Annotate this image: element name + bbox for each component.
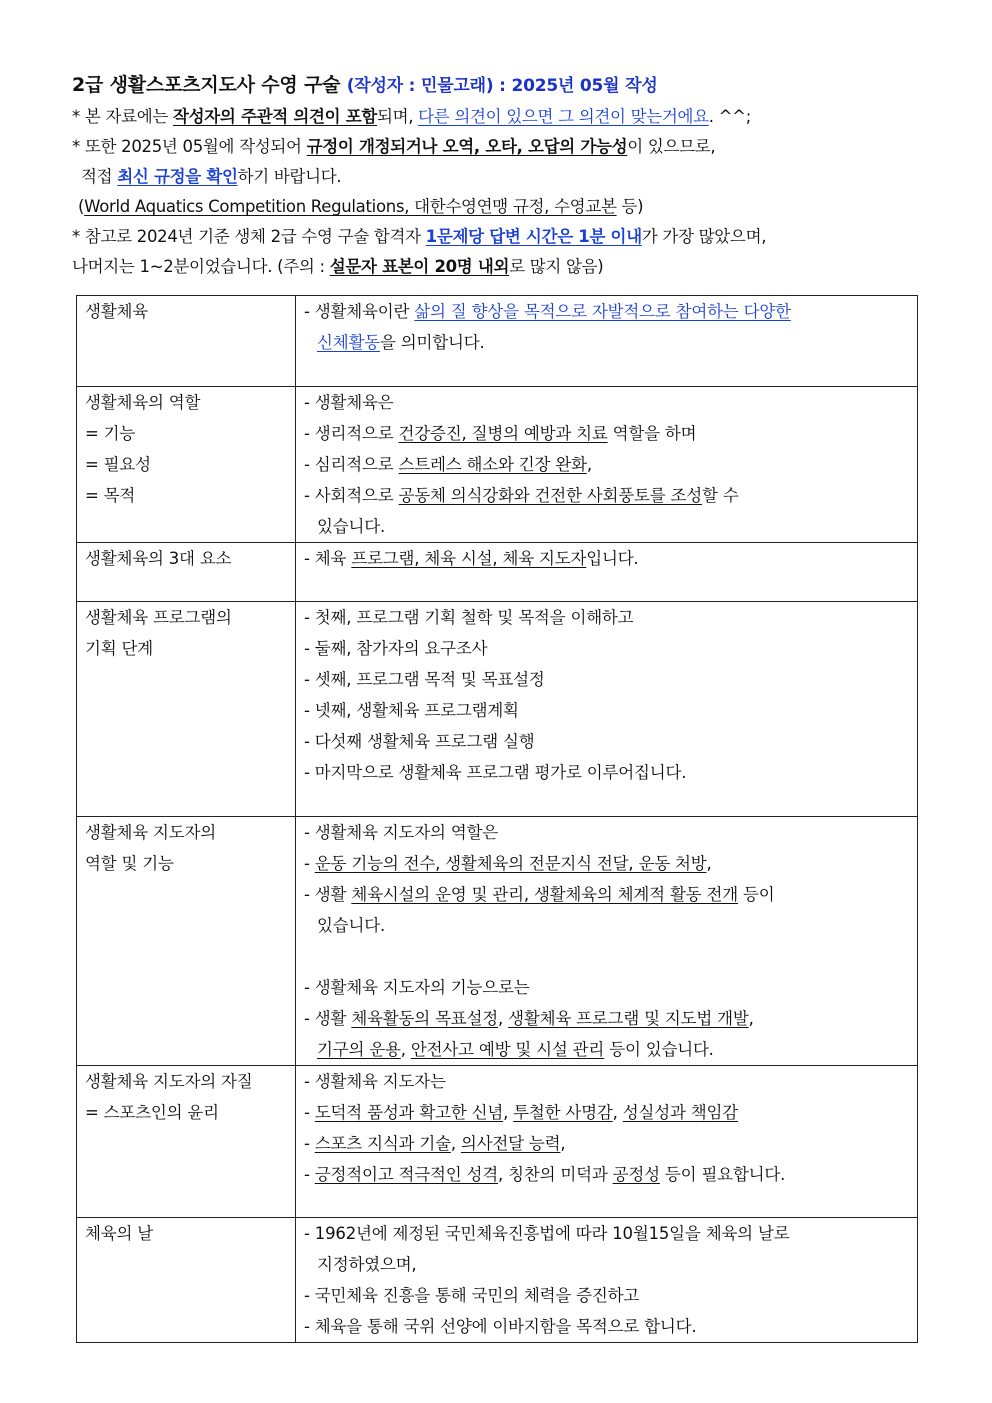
content-line [304, 418, 911, 449]
underlined-text: 공정성 [612, 1165, 660, 1184]
content-line: - 다섯째 생활체육 프로그램 실행 [304, 732, 535, 751]
underlined-text: 도덕적 품성과 확고한 신념 [314, 1103, 504, 1122]
author-date-meta: (작성자 : 민물고래) : 2025년 05월 작성 [346, 76, 658, 96]
content-line [304, 296, 911, 327]
content-line [304, 1159, 911, 1190]
content-line: - 1962년에 제정된 국민체육진흥법에 따라 10월15일을 체육의 날로 [304, 1224, 790, 1243]
underlined-text: 기구의 운용 [317, 1040, 401, 1059]
title-text: 2급 생활스포츠지도사 수영 구술 [72, 74, 341, 96]
text: - 생활 [304, 1009, 352, 1028]
text: , [503, 1103, 514, 1122]
label-text: = 기능 [85, 424, 136, 443]
note-text: 적접 [81, 167, 118, 186]
qa-table [76, 295, 918, 1343]
row-content [296, 817, 918, 1066]
label-text: 생활체육 프로그램의 [85, 608, 232, 627]
underlined-text: 신체활동 [317, 333, 380, 352]
text: 등이 [737, 885, 775, 904]
content-line [304, 480, 911, 511]
underlined-text: 건강증진, 질병의 예방과 치료 [398, 424, 608, 443]
content-line: - 마지막으로 생활체육 프로그램 평가로 이루어집니다. [304, 763, 687, 782]
text: , [586, 455, 592, 474]
row-content [296, 1066, 918, 1218]
note-check-latest [72, 162, 922, 192]
row-label [77, 1218, 296, 1343]
table-row [77, 296, 918, 387]
content-line: - 둘째, 참가자의 요구조사 [304, 639, 488, 658]
document-page [72, 70, 922, 282]
underlined-text: 프로그램, 체육 시설, 체육 지도자 [351, 549, 587, 568]
label-text: = 필요성 [85, 455, 151, 474]
note-text: 하기 바랍니다. [237, 167, 342, 186]
label-text: = 목적 [85, 486, 136, 505]
note-text: * 본 자료에는 [72, 107, 173, 126]
text: - 생활 [304, 885, 352, 904]
note-text: * 참고로 2024년 기준 생체 2급 수영 구술 합격자 [72, 227, 426, 246]
underlined-text: 체육시설의 운영 및 관리, 생활체육의 체계적 활동 전개 [351, 885, 738, 904]
underlined-text: 운동 기능의 전수, 생활체육의 전문지식 전달, 운동 처방 [314, 854, 707, 873]
note-text: 나머지는 1~2분이었습니다. (주의 : [72, 257, 330, 276]
text: - 사회적으로 [304, 486, 399, 505]
content-line: 있습니다. [317, 916, 386, 935]
text: - 생활체육이란 [304, 302, 415, 321]
blank-line [304, 941, 911, 972]
note-blue-underlined: 다른 의견이 있으면 그 의견이 맞는거에요 [418, 107, 709, 126]
text: , [560, 1134, 566, 1153]
row-content [296, 1218, 918, 1343]
underlined-text: 투철한 사명감 [513, 1103, 613, 1122]
underlined-text: 긍정적이고 적극적인 성격 [314, 1165, 499, 1184]
label-text: 역할 및 기능 [85, 854, 174, 873]
text: 할 수 [702, 486, 739, 505]
content-line [304, 543, 911, 574]
content-line [304, 1034, 911, 1065]
label-text: 생활체육 [85, 302, 148, 321]
row-label [77, 817, 296, 1066]
text: 을 의미합니다. [379, 333, 485, 352]
label-text: 체육의 날 [85, 1224, 154, 1243]
note-text: 등) [616, 197, 644, 216]
note-text: . ^^; [708, 107, 751, 126]
row-label [77, 602, 296, 817]
document-title [72, 70, 922, 97]
note-text: ( [78, 197, 85, 216]
content-line: - 첫째, 프로그램 기획 철학 및 목적을 이해하고 [304, 608, 634, 627]
text: , [400, 1040, 411, 1059]
text: 등이 필요합니다. [659, 1165, 786, 1184]
row-content [296, 387, 918, 543]
table-row [77, 602, 918, 817]
underlined-text: 의사전달 능력 [460, 1134, 561, 1153]
row-label [77, 296, 296, 387]
content-line [304, 327, 911, 358]
row-content [296, 296, 918, 387]
content-line: - 국민체육 진흥을 통해 국민의 체력을 증진하고 [304, 1286, 640, 1305]
note-sample-size [72, 252, 922, 282]
content-line: - 생활체육 지도자는 [304, 1072, 446, 1091]
table-row [77, 1066, 918, 1218]
content-line: 있습니다. [317, 517, 386, 536]
content-line [304, 848, 911, 879]
text: - [304, 1103, 315, 1122]
note-text: 가 가장 많았으며, [641, 227, 767, 246]
row-content [296, 602, 918, 817]
underlined-text: 공동체 의식강화와 건전한 사회풍토를 조성 [398, 486, 703, 505]
text: , [748, 1009, 754, 1028]
text: - [304, 1165, 315, 1184]
row-label [77, 1066, 296, 1218]
content-line: - 생활체육 지도자의 역할은 [304, 823, 499, 842]
label-text: 생활체육 지도자의 자질 [85, 1072, 253, 1091]
content-line: 지정하였으며, [317, 1255, 417, 1274]
underlined-text: 스포츠 지식과 기술 [314, 1134, 451, 1153]
text: , [450, 1134, 461, 1153]
note-emphasis-blue: 최신 규정을 확인 [117, 167, 238, 186]
underlined-text: 스트레스 해소와 긴장 완화 [398, 455, 587, 474]
table-row [77, 1218, 918, 1343]
row-label [77, 543, 296, 602]
table-row [77, 543, 918, 602]
text: - [304, 1134, 315, 1153]
content-line [304, 1003, 911, 1034]
note-text: 이 있으므로, [627, 137, 716, 156]
text: - 심리적으로 [304, 455, 399, 474]
note-answer-time [72, 222, 922, 252]
underlined-text: 체육활동의 목표설정 [351, 1009, 499, 1028]
label-text: 생활체육의 3대 요소 [85, 549, 232, 568]
note-text: 로 많지 않음) [509, 257, 604, 276]
note-text: * 또한 2025년 05월에 작성되어 [72, 137, 307, 156]
content-line: - 체육을 통해 국위 선양에 이바지함을 목적으로 합니다. [304, 1317, 697, 1336]
text: 입니다. [586, 549, 639, 568]
text: - 체육 [304, 549, 352, 568]
note-emphasis: 작성자의 주관적 의견이 포함 [172, 107, 377, 126]
note-revision-warning [72, 132, 922, 162]
content-line: - 생활체육 지도자의 기능으로는 [304, 978, 530, 997]
note-references [72, 192, 922, 222]
note-emphasis: 설문자 표본이 20명 내외 [329, 257, 510, 276]
content-line [304, 1097, 911, 1128]
row-content [296, 543, 918, 602]
underlined-text: 생활체육 프로그램 및 지도법 개발 [508, 1009, 749, 1028]
content-line: - 넷째, 생활체육 프로그램계획 [304, 701, 519, 720]
label-text: = 스포츠인의 윤리 [85, 1103, 219, 1122]
note-emphasis-blue: 1문제당 답변 시간은 1분 이내 [425, 227, 642, 246]
note-emphasis: 규정이 개정되거나 오역, 오타, 오답의 가능성 [306, 137, 628, 156]
label-text: 생활체육의 역할 [85, 393, 201, 412]
content-line [304, 449, 911, 480]
content-line [304, 1128, 911, 1159]
content-line: - 생활체육은 [304, 393, 394, 412]
text: - 생리적으로 [304, 424, 399, 443]
underlined-text: 안전사고 예방 및 시설 관리 [410, 1040, 605, 1059]
text: , 칭찬의 미덕과 [498, 1165, 613, 1184]
underlined-text: 삶의 질 향상을 목적으로 자발적으로 참여하는 다양한 [414, 302, 791, 321]
row-label [77, 387, 296, 543]
text: , [706, 854, 712, 873]
note-text: 되며, [377, 107, 419, 126]
text: , [498, 1009, 509, 1028]
text: - [304, 854, 315, 873]
note-underlined: World Aquatics Competition Regulations, 대한수영연맹 규정, 수영교본 [84, 197, 617, 216]
content-line [304, 879, 911, 910]
text: , [612, 1103, 623, 1122]
underlined-text: 성실성과 책임감 [622, 1103, 738, 1122]
label-text: 생활체육 지도자의 [85, 823, 216, 842]
table-row [77, 817, 918, 1066]
table-row [77, 387, 918, 543]
note-subjective-opinion [72, 102, 922, 132]
text: 등이 있습니다. [604, 1040, 714, 1059]
label-text: 기획 단계 [85, 639, 154, 658]
content-line: - 셋째, 프로그램 목적 및 목표설정 [304, 670, 545, 689]
text: 역할을 하며 [607, 424, 697, 443]
